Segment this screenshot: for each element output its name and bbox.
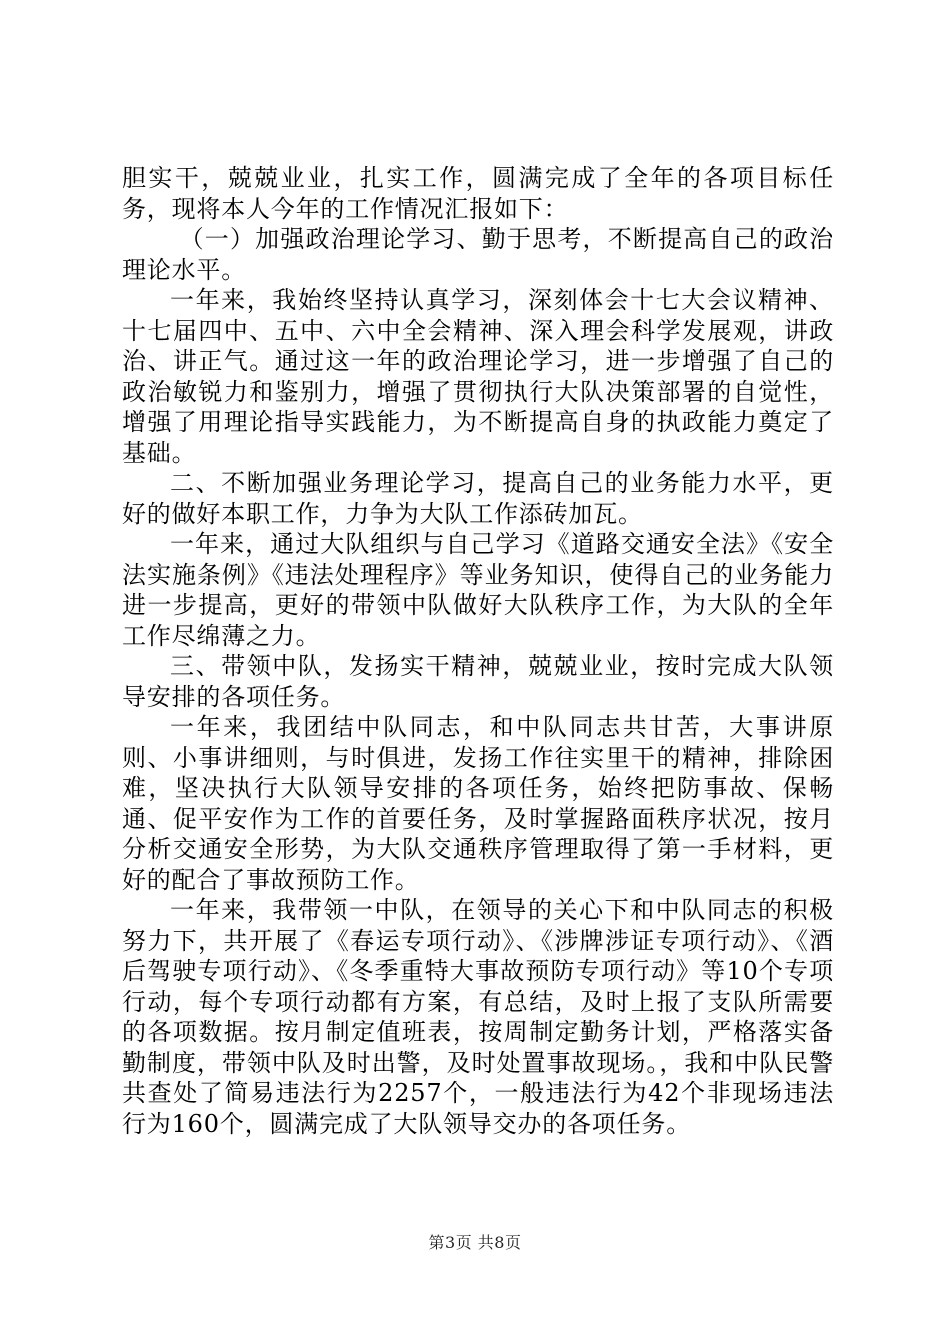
section-heading-1: （一）加强政治理论学习、勤于思考，不断提高自己的政治理论水平。 [122,225,834,284]
document-body [122,163,834,1139]
paragraph-special-actions: 一年来，我带领一中队，在领导的关心下和中队同志的积极努力下，共开展了《春运专项行动》、《涉牌涉证专项行动》、《酒后驾驶专项行动》、《冬季重特大事故预防专项行动》等10个专项行动，每个专项行动都有方案，有总结，及时上报了支队所需要的各项数据。按月制定值班表，按周制定勤务计划，严格落实备勤制度，带领中队及时出警，及时处置事故现场。，我和中队民警共查处了简易违法行为2257个，一般违法行为42个非现场违法行为160个，圆满完成了大队领导交办的各项任务。 [122,896,834,1138]
page-number-footer: 第3页 共8页 [428,1233,522,1252]
paragraph-team-work: 一年来，我团结中队同志，和中队同志共甘苦，大事讲原则、小事讲细则，与时俱进，发扬工作往实里干的精神，排除困难，坚决执行大队领导安排的各项任务，始终把防事故、保畅通、促平安作为工作的首要任务，及时掌握路面秩序状况，按月分析交通安全形势，为大队交通秩序管理取得了第一手材料，更好的配合了事故预防工作。 [122,713,834,894]
paragraph-intro-continuation: 胆实干，兢兢业业，扎实工作，圆满完成了全年的各项目标任务，现将本人今年的工作情况汇报如下： [122,164,834,223]
section-heading-2: 二、不断加强业务理论学习，提高自己的业务能力水平，更好的做好本职工作，力争为大队工作添砖加瓦。 [122,469,834,528]
section-heading-3: 三、带领中队，发扬实干精神，兢兢业业，按时完成大队领导安排的各项任务。 [122,652,834,711]
paragraph-business-study: 一年来，通过大队组织与自己学习《道路交通安全法》《安全法实施条例》《违法处理程序》等业务知识，使得自己的业务能力进一步提高，更好的带领中队做好大队秩序工作，为大队的全年工作尽绵薄之力。 [122,530,834,650]
paragraph-political-study: 一年来，我始终坚持认真学习，深刻体会十七大会议精神、十七届四中、五中、六中全会精神、深入理会科学发展观，讲政治、讲正气。通过这一年的政治理论学习，进一步增强了自己的政治敏锐力和鉴别力，增强了贯彻执行大队决策部署的自觉性，增强了用理论指导实践能力，为不断提高自身的执政能力奠定了基础。 [122,286,834,467]
